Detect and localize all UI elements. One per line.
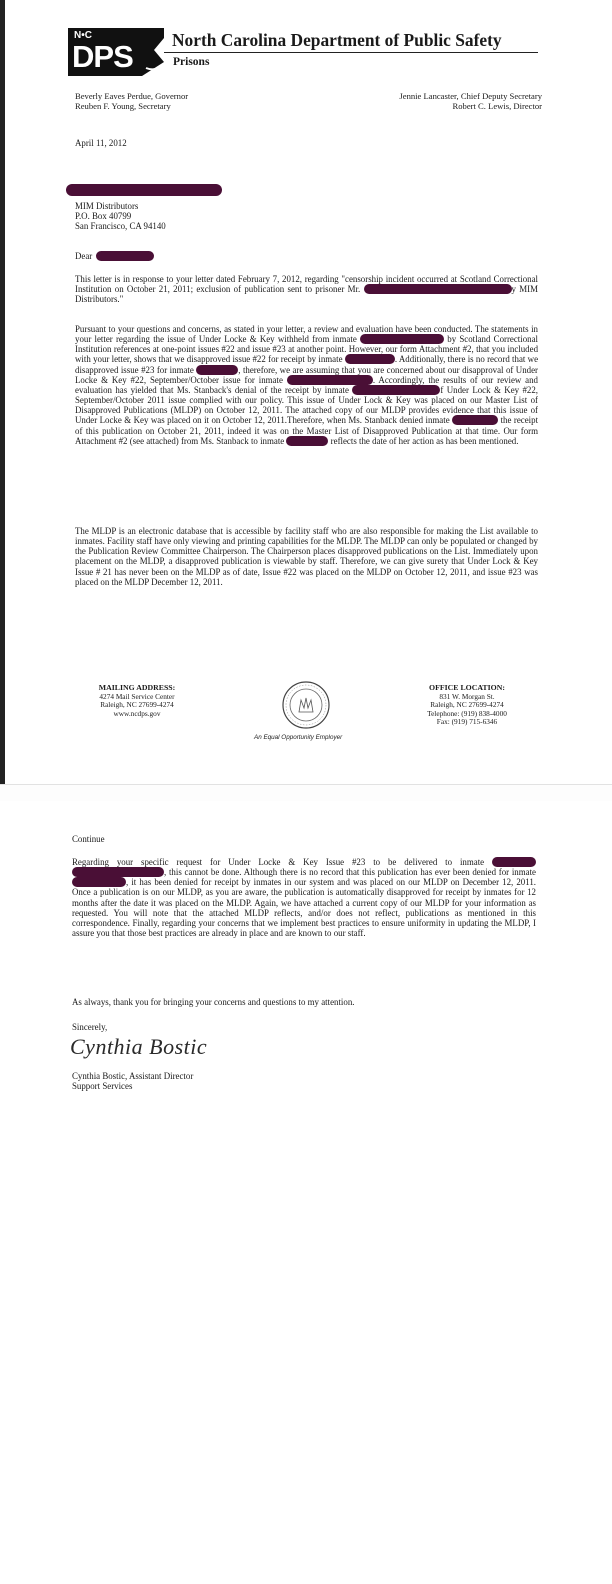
redacted-name <box>72 877 126 887</box>
governor-line: Beverly Eaves Perdue, Governor <box>75 91 189 101</box>
continue-label: Continue <box>72 834 105 844</box>
recipient-line-3: San Francisco, CA 94140 <box>75 221 166 232</box>
scan-edge <box>0 0 5 784</box>
office-line-1: 831 W. Morgan St. <box>439 691 495 701</box>
fax-text: Fax: (919) 715-6346 <box>436 717 498 727</box>
redacted-name <box>452 415 498 425</box>
logo-dps-text: DPS <box>72 39 133 74</box>
office-location-title: OFFICE LOCATION: <box>429 683 505 692</box>
paragraph-2 <box>75 324 538 446</box>
department-name: North Carolina Department of Public Safety <box>172 30 502 50</box>
para2-text-c: . Additionally, there is no record that we disapproved issue #23 for inmate <box>75 354 539 375</box>
letter-date: April 11, 2012 <box>75 138 127 148</box>
officials-left <box>75 91 188 111</box>
equal-opportunity-text: An Equal Opportunity Employer <box>254 734 343 741</box>
para2-text-f: f Under Lock & Key #22, September/October 2011 issue complied with our policy. This issue of Under Lock & Key was placed on our Master List of Disapproved Publications (MLDP) on October 12, 2011. The attached copy of our MLDP provides evidence that this issue of Under Locke & Key was placed on it on October 12, 2011.Therefore, when Ms. Stanback denied inmate <box>75 384 539 426</box>
redacted-name <box>196 365 238 375</box>
p2-para1-text-a: Regarding your specific request for Under Locke & Key Issue #23 to be delivered to inmate <box>72 857 485 867</box>
closing: Sincerely, <box>72 1022 108 1032</box>
state-seal-icon <box>281 680 331 730</box>
signer-name: Cynthia Bostic, Assistant Director <box>72 1071 194 1081</box>
office-line-2: Raleigh, NC 27699-4274 <box>430 700 504 710</box>
dps-logo <box>68 28 164 76</box>
state-seal <box>281 680 331 730</box>
para1-text-a: This letter is in response to your letter dated February 7, 2012, regarding "censorship incident occurred at Scotland Correctional Institution on October 21, 2011; exclusion of publication sent to prisoner Mr. <box>75 274 538 295</box>
para2-text-e: . Accordingly, the results of our review and evaluation has yielded that Ms. Stanback's denial of the receipt by inmate <box>75 374 538 395</box>
redacted-name <box>72 867 164 877</box>
telephone-text: Telephone: (919) 838-4000 <box>427 708 507 718</box>
recipient-line-1: MIM Distributors <box>75 201 139 211</box>
division-name: Prisons <box>173 56 210 68</box>
signature: Cynthia Bostic <box>70 1034 208 1059</box>
p2-para1-text-b: , this cannot be done. Although there is no record that this publication has ever been denied for inmate <box>164 867 536 878</box>
para2-text-d: , therefore, we are assuming that you are concerned about our disapproval of Under Locke & Key #22, September/October issue for inmate <box>75 364 538 385</box>
redacted-name <box>360 334 444 344</box>
page2-paragraph-1 <box>72 857 536 938</box>
para2-text-h: reflects the date of her action as has been mentioned. <box>330 435 519 446</box>
page2-paragraph-2: As always, thank you for bringing your concerns and questions to my attention. <box>72 997 355 1007</box>
para2-text-b: by Scotland Correctional Institution references at one-point issues #22 and issue #23 at another point. However, our form Attachment #2, that you included with your letter, shows that we disapproved issue #22 for receipt by inmate <box>75 334 539 365</box>
redacted-name <box>492 857 536 867</box>
redacted-name <box>345 354 395 364</box>
redacted-name <box>364 284 512 294</box>
redacted-name <box>287 375 373 385</box>
redacted-name <box>286 436 328 446</box>
mailing-address-title: MAILING ADDRESS: <box>98 683 176 692</box>
secretary-line: Reuben F. Young, Secretary <box>75 101 171 111</box>
header-rule <box>164 52 538 53</box>
director-line: Robert C. Lewis, Director <box>452 101 542 111</box>
recipient-address <box>75 201 166 231</box>
deputy-secretary-line: Jennie Lancaster, Chief Deputy Secretary <box>399 91 542 101</box>
office-location <box>412 684 522 727</box>
redacted-name <box>352 385 440 395</box>
logo-nc-text: N•C <box>74 30 92 41</box>
salutation-text: Dear <box>75 251 93 261</box>
redacted-name <box>66 184 222 196</box>
website-text: www.ncdps.gov <box>113 708 161 718</box>
paragraph-1 <box>75 274 538 304</box>
signer-block <box>72 1071 193 1091</box>
para2-text-g: the receipt of this publication on October 21, 2011, indeed it was on the Master List of Disapproved Publication at that time. Our form Attachment #2 (see attached) from Ms. Stanback to inmate <box>75 415 539 446</box>
mailing-address-line-2: Raleigh, NC 27699-4274 <box>100 700 174 710</box>
para2-text-a: Pursuant to your questions and concerns, as stated in your letter, a review and evaluation have been conducted. The statements in your letter regarding the issue of Under Locke & Key withheld from inmate <box>75 324 538 345</box>
salutation <box>75 251 154 261</box>
recipient-line-2: P.O. Box 40799 <box>75 211 132 222</box>
signer-department: Support Services <box>72 1081 133 1092</box>
mailing-address-line-1: 4274 Mail Service Center <box>99 691 175 701</box>
mailing-address <box>82 684 192 718</box>
para1-text-b: y MIM Distributors." <box>75 284 539 305</box>
paragraph-3: The MLDP is an electronic database that is accessible by facility staff who are also responsible for making the List available to inmates. Facility staff have only viewing and printing capabilities for the MLDP. The MLDP can only be populated or changed by the Publication Review Committee Chairperson. The Chairperson places disapproved publications on the List. Immediately upon placement on the MLDP, a disapproved publication is viewable by staff. Therefore, we can give surety that Under Lock & Key Issue # 21 has never been on the MLDP as of date, Issue #22 was placed on the MLDP on October 12, 2011, and issue #23 was placed on the MLDP December 12, 2011. <box>75 526 538 587</box>
officials-right <box>399 91 542 111</box>
redacted-name <box>96 251 154 261</box>
p2-para1-text-c: , it has been denied for receipt by inmates in our system and was placed on our MLDP on December 12, 2011. Once a publication is on our MLDP, as you are aware, the publication is automatically disapproved for receipt by inmates for 12 months after the date it was placed on the MLDP. Again, we have attached a current copy of our MLDP for your information as requested. You will note that the attached MLDP reflects, and/or does not reflect, publications as mentioned in this correspondence. Finally, regarding your concerns that we implement best practices to ensure uniformity in updating the MLDP, I assure you that those best practices are already in place and are known to our staff. <box>72 877 536 939</box>
page-break <box>0 784 612 801</box>
